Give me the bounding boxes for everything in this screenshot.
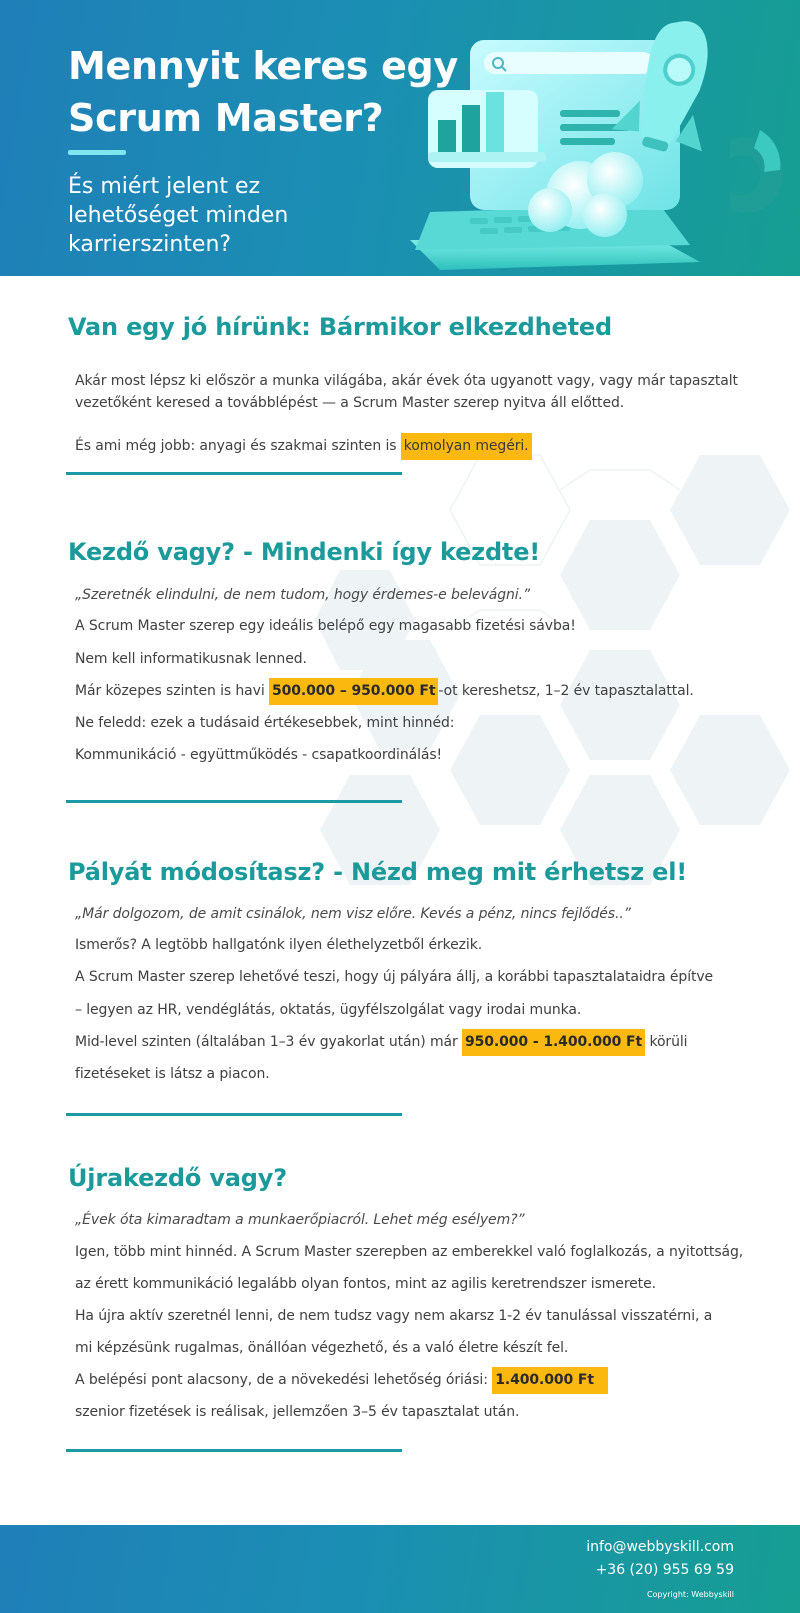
paragraph-line: Ha újra aktív szeretnél lenni, de nem tudsz vagy nem akarsz 1-2 év tanulással visszatérni, a	[75, 1308, 713, 1324]
section-divider	[66, 472, 402, 475]
section-divider	[66, 1449, 402, 1452]
page-subtitle: És miért jelent ez lehetőséget minden karrierszinten?	[68, 174, 289, 257]
title-accent-line	[68, 150, 126, 155]
paragraph-line: Kommunikáció - együttműködés - csapatkoordinálás!	[75, 747, 443, 763]
footer-phone-link[interactable]: +36 (20) 955 69 59	[595, 1562, 734, 1578]
quote-text: „Már dolgozom, de amit csinálok, nem visz előre. Kevés a pénz, nincs fejlődés..”	[75, 906, 631, 922]
paragraph-text: A belépési pont alacsony, de a növekedési lehetőség óriási:	[75, 1372, 493, 1388]
paragraph-line	[75, 1034, 687, 1050]
quote-text: „Szeretnék elindulni, de nem tudom, hogy érdemes-e belevágni.”	[75, 587, 531, 603]
section-heading: Kezdő vagy? - Mindenki így kezdte!	[68, 538, 541, 566]
salary-highlight: 500.000 – 950.000 Ft	[269, 678, 438, 705]
paragraph-line: Akár most lépsz ki először a munka világába, akár évek óta ugyanott vagy, vagy már tapasztalt	[75, 373, 738, 389]
paragraph-line	[75, 1372, 608, 1388]
paragraph-text: -ot kereshetsz, 1–2 év tapasztalattal.	[438, 683, 694, 699]
paragraph-line: szenior fizetések is reálisak, jellemzően 3–5 év tapasztalat után.	[75, 1404, 520, 1420]
paragraph-line: fizetéseket is látsz a piacon.	[75, 1066, 270, 1082]
salary-highlight: 1.400.000 Ft	[492, 1367, 608, 1394]
quote-text: „Évek óta kimaradtam a munkaerőpiacról. Lehet még esélyem?”	[75, 1212, 525, 1228]
paragraph-line: mi képzésünk rugalmas, önállóan végezhető, és a való életre készít fel.	[75, 1340, 569, 1356]
paragraph-line	[75, 683, 694, 699]
laptop-rocket-illustration	[400, 0, 800, 276]
hero-banner	[0, 0, 800, 276]
paragraph-line: Igen, több mint hinnéd. A Scrum Master szerepben az emberekkel való foglalkozás, a nyitottság,	[75, 1244, 744, 1260]
paragraph-line: az érett kommunikáció legalább olyan fontos, mint az agilis keretrendszer ismerete.	[75, 1276, 656, 1292]
salary-highlight: 950.000 - 1.400.000 Ft	[462, 1029, 645, 1056]
footer-email-link[interactable]: info@webbyskill.com	[586, 1539, 734, 1555]
paragraph-line: – legyen az HR, vendéglátás, oktatás, ügyfélszolgálat vagy irodai munka.	[75, 1002, 582, 1018]
highlight-text: komolyan megéri.	[401, 433, 532, 460]
footer	[0, 1525, 800, 1613]
section-heading: Van egy jó hírünk: Bármikor elkezdheted	[68, 313, 612, 341]
section-heading: Pályát módosítasz? - Nézd meg mit érhetsz el!	[68, 858, 687, 886]
paragraph-line: Ne feledd: ezek a tudásaid értékesebbek, mint hinnéd:	[75, 715, 455, 731]
page-title: Mennyit keres egy Scrum Master?	[68, 44, 458, 140]
paragraph-line: Nem kell informatikusnak lenned.	[75, 651, 307, 667]
section-heading: Újrakezdő vagy?	[68, 1164, 287, 1192]
paragraph-line: vezetőként keresed a továbblépést — a Scrum Master szerep nyitva áll előtted.	[75, 395, 625, 411]
paragraph-text: És ami még jobb: anyagi és szakmai szinten is	[75, 438, 401, 454]
paragraph-line: Ismerős? A legtöbb hallgatónk ilyen élethelyzetből érkezik.	[75, 937, 483, 953]
footer-copyright: Copyright: Webbyskill	[646, 1590, 734, 1599]
paragraph-text: Mid-level szinten (általában 1–3 év gyakorlat után) már	[75, 1034, 462, 1050]
hexagon-pattern-background	[300, 430, 800, 890]
paragraph-line: A Scrum Master szerep lehetővé teszi, hogy új pályára állj, a korábbi tapasztalataidra építve	[75, 969, 714, 985]
paragraph-line	[75, 438, 532, 454]
section-divider	[66, 800, 402, 803]
paragraph-line: A Scrum Master szerep egy ideális belépő egy magasabb fizetési sávba!	[75, 618, 576, 634]
paragraph-text: körüli	[645, 1034, 688, 1050]
paragraph-text: Már közepes szinten is havi	[75, 683, 269, 699]
section-divider	[66, 1113, 402, 1116]
